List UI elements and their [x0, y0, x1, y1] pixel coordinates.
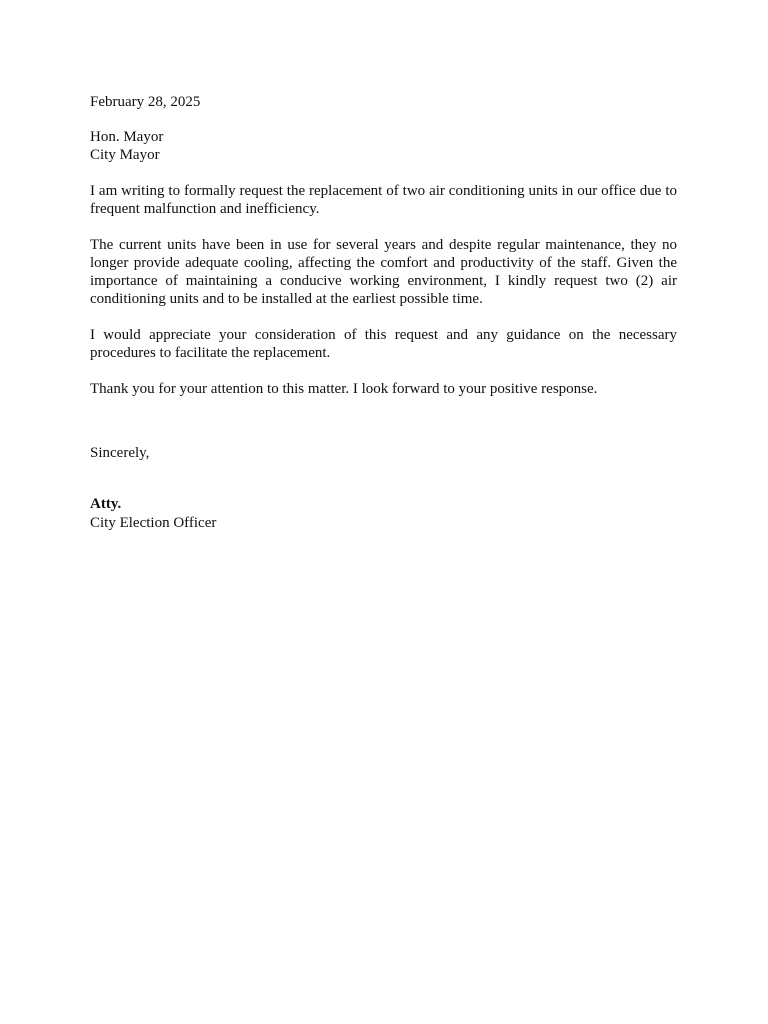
closing-salutation: Sincerely,	[90, 445, 150, 461]
recipient-block	[90, 128, 677, 164]
letter-body	[90, 93, 677, 532]
signatory-name: Atty.	[90, 496, 122, 512]
letter-date: February 28, 2025	[90, 94, 201, 110]
body-paragraph-4: Thank you for your attention to this matter. I look forward to your positive response.	[90, 381, 598, 397]
signatory-title: City Election Officer	[90, 515, 217, 531]
body-paragraph-1: I am writing to formally request the replacement of two air conditioning units in our office due to frequent malfunction and inefficiency.	[90, 183, 677, 217]
body-paragraph-3: I would appreciate your consideration of this request and any guidance on the necessary procedures to facilitate the replacement.	[90, 327, 677, 361]
recipient-title: City Mayor	[90, 147, 160, 163]
signature-block	[90, 495, 677, 532]
recipient-name: Hon. Mayor	[90, 129, 164, 145]
body-paragraph-2: The current units have been in use for several years and despite regular maintenance, they no longer provide adequate cooling, affecting the comfort and productivity of the staff. Given the importance of maintaining a conducive working environment, I kindly request two (2) air conditioning units and to be installed at the earliest possible time.	[90, 237, 677, 307]
